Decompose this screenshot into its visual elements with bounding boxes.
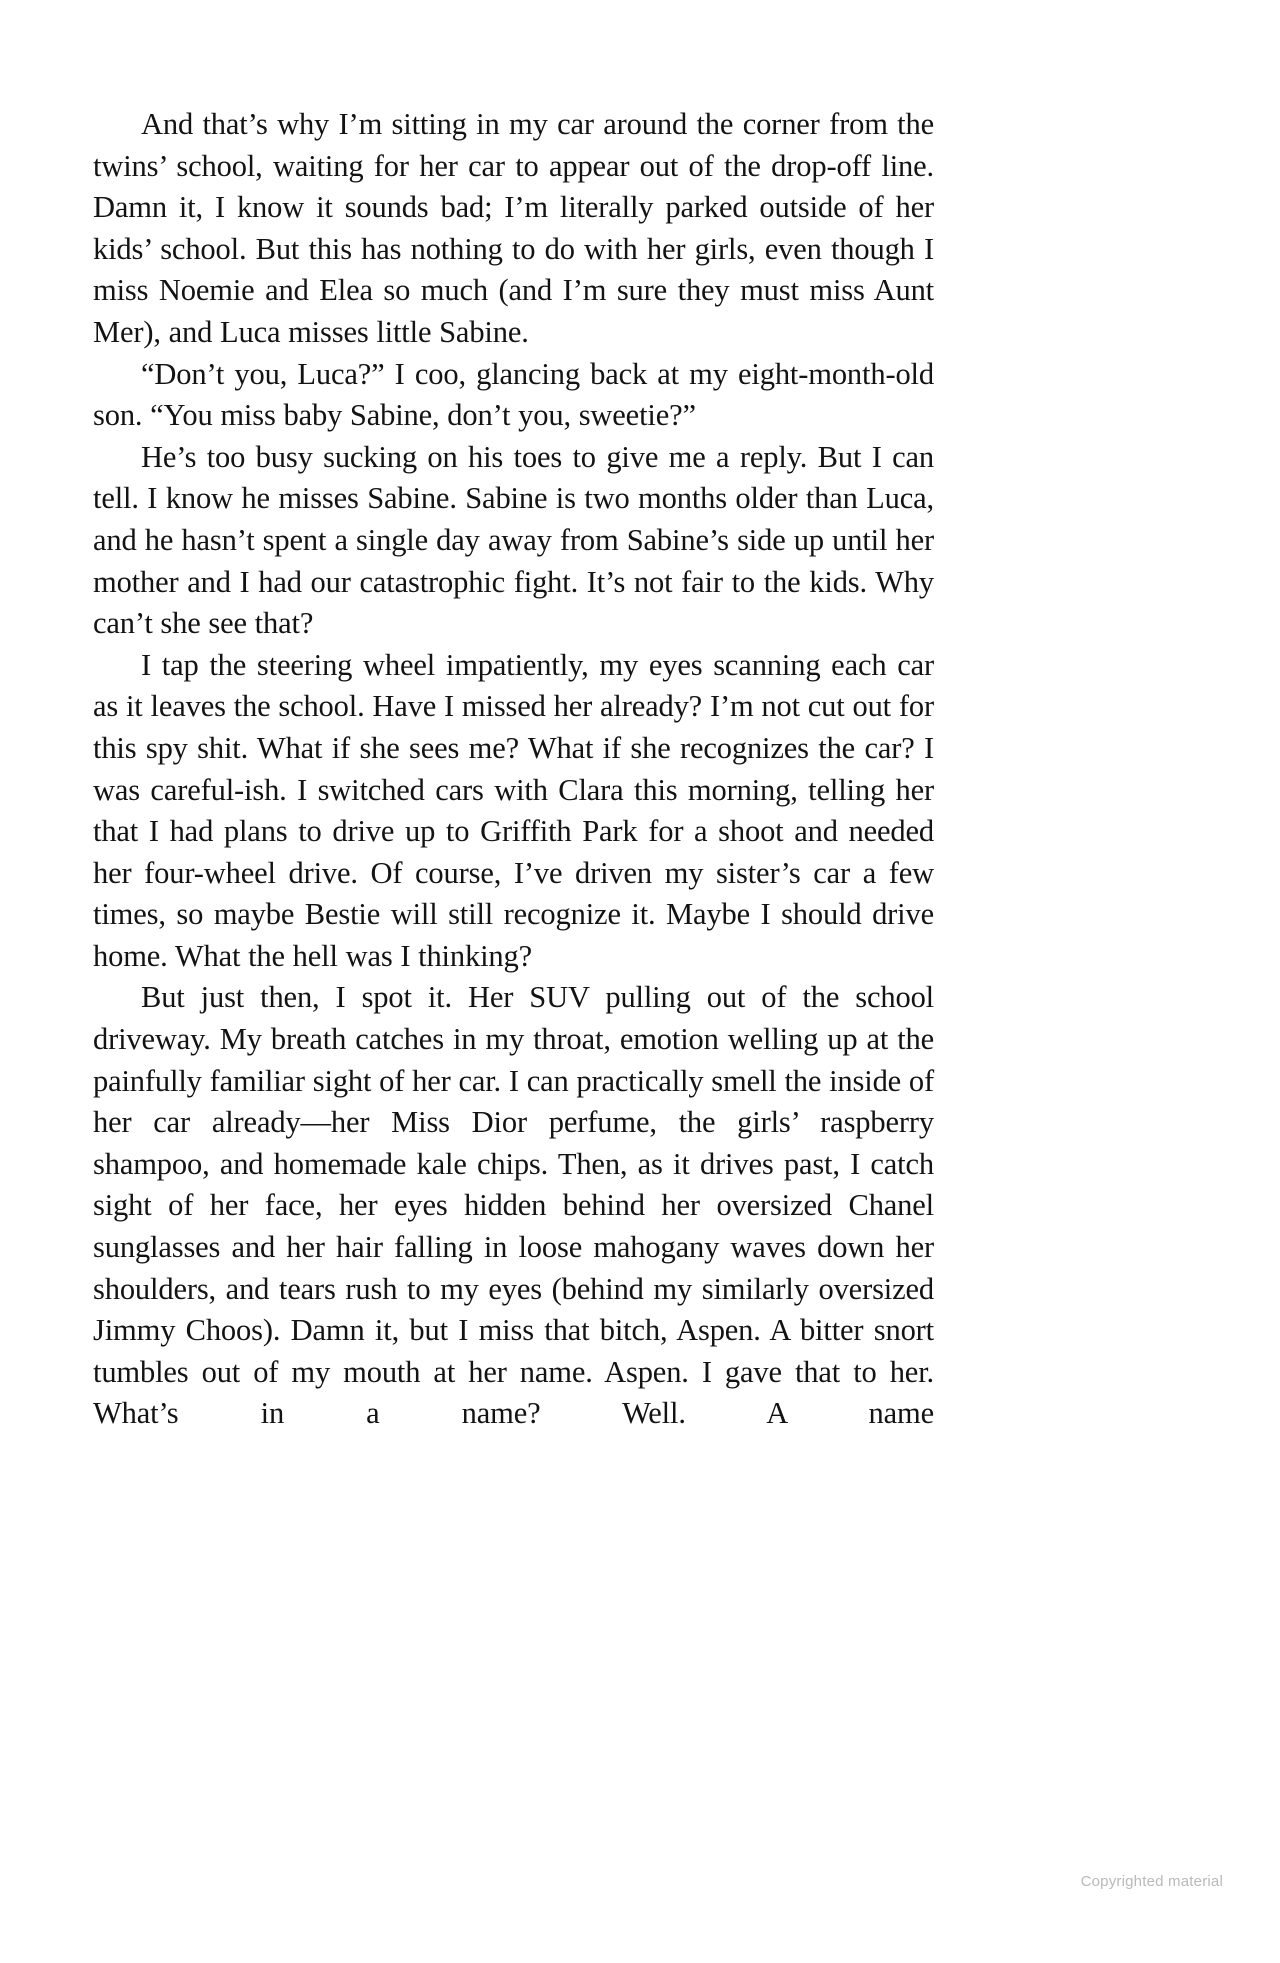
paragraph-1: And that’s why I’m sitting in my car around the corner from the twins’ school, waiting for her car to appear out of the drop-off line. Damn it, I know it sounds bad; I’m literally parked outside of her kids’ school. But this has nothing to do with her girls, even though I miss Noemie and Elea so much (and I’m sure they must miss Aunt Mer), and Luca misses little Sabine. <box>93 107 934 349</box>
paragraph-3: He’s too busy sucking on his toes to give me a reply. But I can tell. I know he misses Sabine. Sabine is two months older than Luca, and he hasn’t spent a single day away from Sabine’s side up until her mother and I had our catastrophic fight. It’s not fair to the kids. Why can’t she see that? <box>93 439 934 641</box>
paragraph-2: “Don’t you, Luca?” I coo, glancing back at my eight-month-old son. “You miss baby Sabine, don’t you, sweetie?” <box>93 356 934 433</box>
page-text-block <box>93 104 934 1435</box>
paragraph-4: I tap the steering wheel impatiently, my eyes scanning each car as it leaves the school. Have I missed her already? I’m not cut out for this spy shit. What if she sees me? What if she recognizes the car? I was careful-ish. I switched cars with Clara this morning, telling her that I had plans to drive up to Griffith Park for a shoot and needed her four-wheel drive. Of course, I’ve driven my sister’s car a few times, so maybe Bestie will still recognize it. Maybe I should drive home. What the hell was I thinking? <box>93 647 934 973</box>
copyrighted-material-watermark: Copyrighted material <box>1080 1873 1223 1890</box>
paragraph-5: But just then, I spot it. Her SUV pulling out of the school driveway. My breath catches in my throat, emotion welling up at the painfully familiar sight of her car. I can practically smell the inside of her car already—her Miss Dior perfume, the girls’ raspberry shampoo, and homemade kale chips. Then, as it drives past, I catch sight of her face, her eyes hidden behind her oversized Chanel sunglasses and her hair falling in loose mahogany waves down her shoulders, and tears rush to my eyes (behind my similarly oversized Jimmy Choos). Damn it, but I miss that bitch, Aspen. A bitter snort tumbles out of my mouth at her name. Aspen. I gave that to her. What’s in a name? Well. A name <box>93 980 934 1431</box>
